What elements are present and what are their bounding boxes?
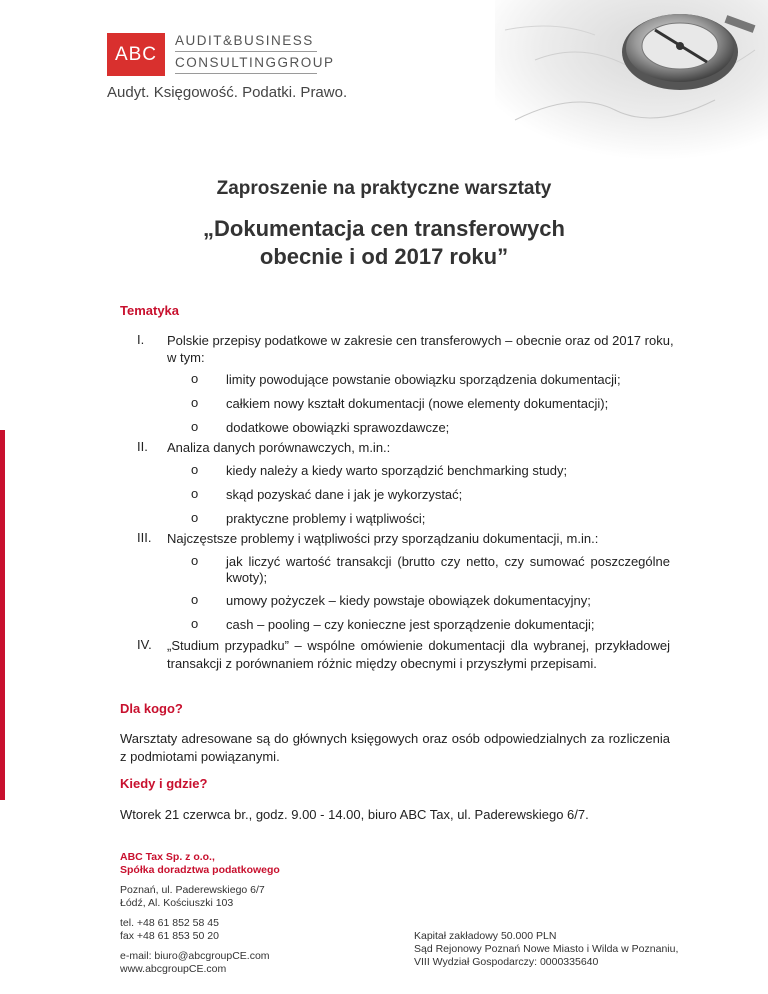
brand-divider (175, 51, 317, 52)
fax: fax +48 61 853 50 20 (120, 930, 219, 942)
list-item: dodatkowe obowiązki sprawozdawcze; (226, 420, 450, 435)
list-item: kiedy należy a kiedy warto sporządzić benchmarking study; (226, 463, 568, 478)
bullet-marker: o (191, 486, 199, 501)
compass-map-image (495, 0, 768, 160)
list-item: cash – pooling – czy konieczne jest sporządzenie dokumentacji; (226, 617, 595, 632)
bullet-marker: o (191, 592, 199, 607)
section-number: III. (137, 530, 152, 545)
phone: tel. +48 61 852 58 45 (120, 917, 219, 929)
audience-text: z podmiotami powiązanymi. (120, 749, 280, 764)
krs-number: VIII Wydział Gospodarczy: 0000335640 (414, 956, 599, 968)
abc-logo (107, 33, 165, 76)
section-text: Polskie przepisy podatkowe w zakresie cen transferowych – obecnie oraz od 2017 roku, (167, 333, 674, 348)
email-link[interactable]: e-mail: biuro@abcgroupCE.com (120, 950, 270, 962)
bullet-marker: o (191, 553, 199, 568)
bullet-marker: o (191, 371, 199, 386)
bullet-marker: o (191, 395, 199, 410)
bullet-marker: o (191, 462, 199, 477)
section-text: transakcji z porównaniem różnic między obecnymi i przyszłymi przepisami. (167, 656, 597, 671)
list-item: skąd pozyskać dane i jak je wykorzystać; (226, 487, 463, 502)
side-accent-bar (0, 430, 5, 800)
company-type: Spółka doradztwa podatkowego (120, 864, 280, 876)
list-item: jak liczyć wartość transakcji (brutto czy netto, czy sumować poszczególne (226, 554, 670, 569)
brand-divider (175, 73, 317, 74)
section-text: Najczęstsze problemy i wątpliwości przy sporządzaniu dokumentacji, m.in.: (167, 531, 599, 546)
workshop-title-line-1: „Dokumentacja cen transferowych (203, 216, 565, 241)
bullet-marker: o (191, 510, 199, 525)
logo-text: ABC (114, 43, 158, 65)
footer-phones (120, 917, 219, 943)
court-registry: Sąd Rejonowy Poznań Nowe Miasto i Wilda w Poznaniu, (414, 943, 679, 955)
audience-text: Warsztaty adresowane są do głównych księgowych oraz osób odpowiedzialnych za rozliczenia (120, 731, 670, 746)
kiedy-heading: Kiedy i gdzie? (120, 776, 208, 791)
tagline: Audyt. Księgowość. Podatki. Prawo. (107, 84, 348, 101)
brand-line-1: AUDIT&BUSINESS (175, 33, 314, 48)
list-item: całkiem nowy kształt dokumentacji (nowe elementy dokumentacji); (226, 396, 609, 411)
workshop-title-line-2: obecnie i od 2017 roku” (259, 244, 509, 269)
address-lodz: Łódź, Al. Kościuszki 103 (120, 897, 234, 909)
section-text: w tym: (167, 350, 205, 365)
footer-contact (120, 950, 270, 976)
bullet-marker: o (191, 616, 199, 631)
invitation-subtitle: Zaproszenie na praktyczne warsztaty (216, 178, 552, 199)
tematyka-heading: Tematyka (120, 303, 180, 318)
footer-legal (414, 930, 678, 969)
section-text: Analiza danych porównawczych, m.in.: (167, 440, 391, 455)
address-poznan: Poznań, ul. Paderewskiego 6/7 (120, 884, 265, 896)
section-text: „Studium przypadku” – wspólne omówienie dokumentacji dla wybranej, przykładowej (167, 638, 670, 653)
list-item: umowy pożyczek – kiedy powstaje obowiązek dokumentacyjny; (226, 593, 591, 608)
footer-company (120, 851, 280, 877)
section-number: IV. (137, 637, 152, 652)
dla-kogo-heading: Dla kogo? (120, 701, 183, 716)
section-number: I. (137, 332, 145, 347)
share-capital: Kapitał zakładowy 50.000 PLN (414, 930, 557, 942)
date-location-text: Wtorek 21 czerwca br., godz. 9.00 - 14.00, biuro ABC Tax, ul. Paderewskiego 6/7. (120, 807, 589, 822)
company-name: ABC Tax Sp. z o.o., (120, 851, 215, 863)
footer-addresses (120, 884, 265, 910)
list-item: praktyczne problemy i wątpliwości; (226, 511, 426, 526)
list-item: limity powodujące powstanie obowiązku sporządzenia dokumentacji; (226, 372, 621, 387)
section-number: II. (137, 439, 148, 454)
brand-line-2: CONSULTINGGROUP (175, 55, 335, 70)
website-link[interactable]: www.abcgroupCE.com (120, 963, 227, 975)
list-item-continuation: kwoty); (226, 570, 268, 585)
bullet-marker: o (191, 419, 199, 434)
